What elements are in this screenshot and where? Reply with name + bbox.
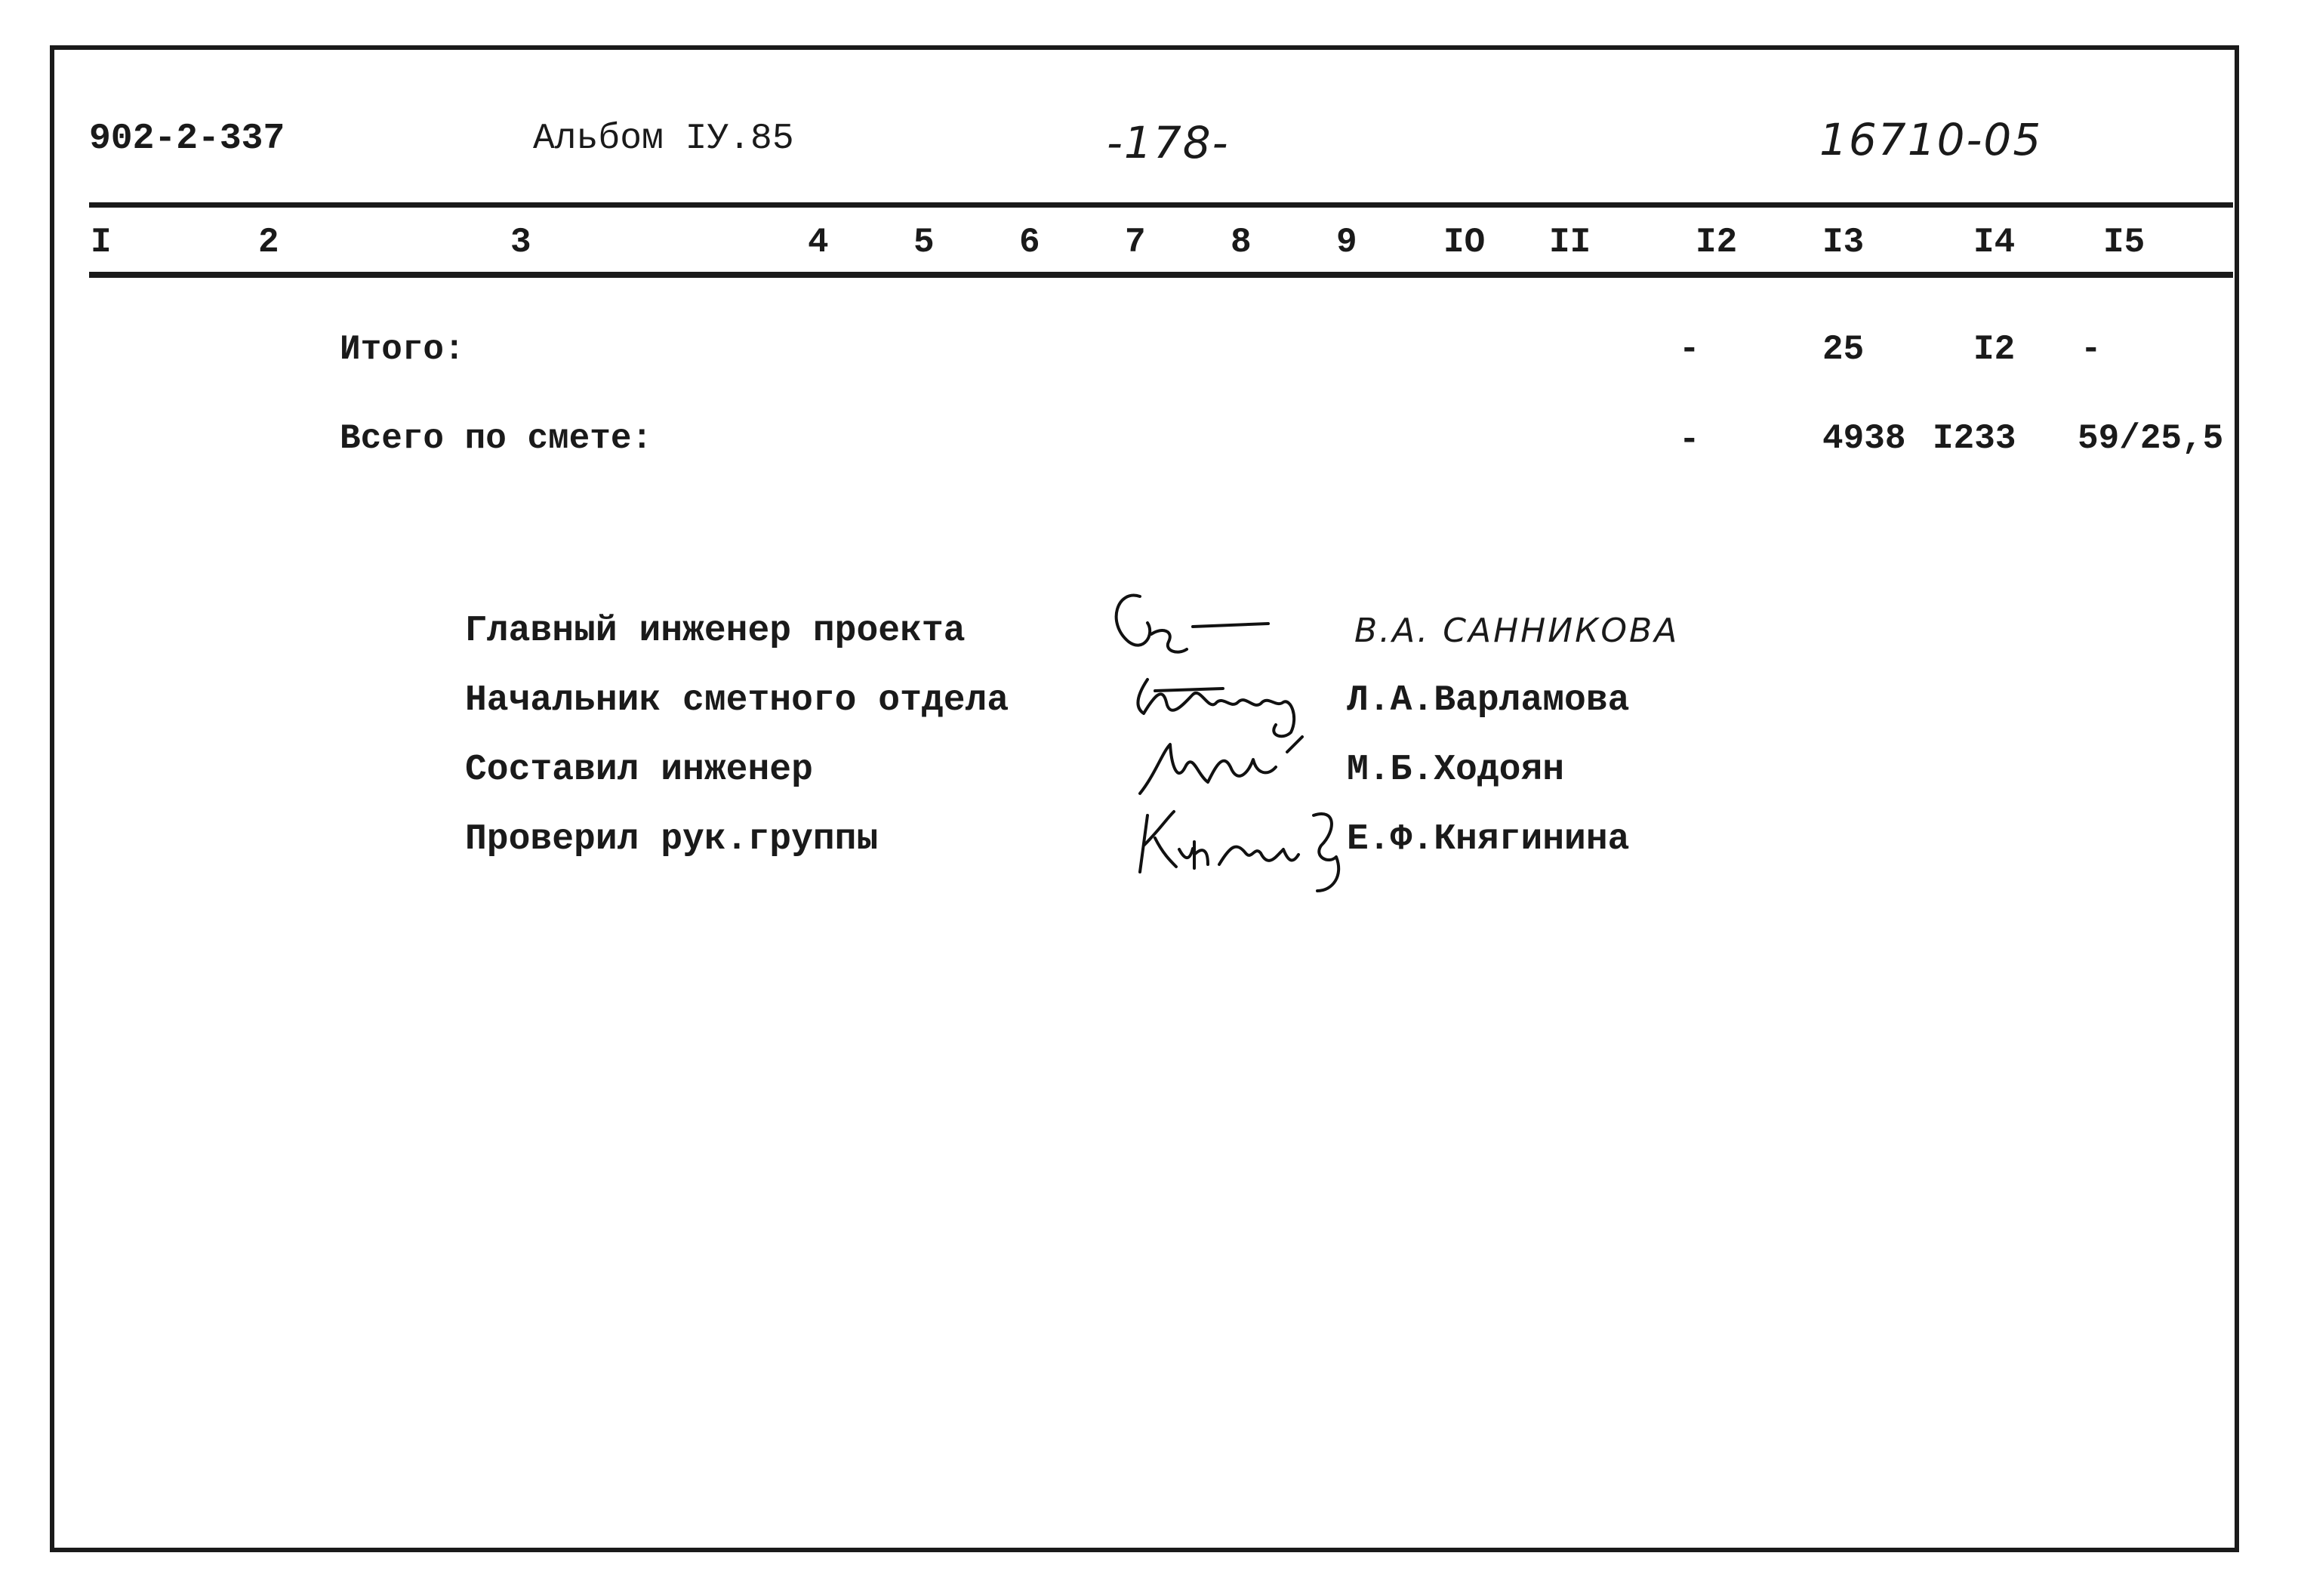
header-bottom-rule xyxy=(89,272,2233,278)
signature-4 xyxy=(1132,785,1351,898)
signatory-name: В.А. САННИКОВА xyxy=(1354,612,1680,650)
signatory-name: Е.Ф.Княгинина xyxy=(1347,819,1630,860)
column-number: 6 xyxy=(1019,223,1040,262)
inventory-number: 16710-05 xyxy=(1819,114,2043,165)
column-number: 4 xyxy=(808,223,829,262)
header-top-rule xyxy=(89,202,2233,208)
column-number: I3 xyxy=(1822,223,1865,262)
document-code: 902-2-337 xyxy=(89,119,285,159)
column-number: 5 xyxy=(913,223,935,262)
column-number: 9 xyxy=(1336,223,1357,262)
grand-total-col12: - xyxy=(1679,421,1700,460)
album-label: Альбом IУ.85 xyxy=(533,119,794,159)
grand-total-col14: I233 xyxy=(1933,419,2016,458)
signature-role: Составил инженер xyxy=(465,750,813,790)
grand-total-col15: 59/25,5 xyxy=(2078,419,2224,458)
column-number: I xyxy=(91,223,112,262)
totals-label: Итого: xyxy=(340,330,465,369)
column-number: IO xyxy=(1443,223,1486,262)
column-number: 7 xyxy=(1125,223,1146,262)
page-number: -178- xyxy=(1107,117,1230,168)
column-number: I5 xyxy=(2103,223,2145,262)
totals-col15: - xyxy=(2081,330,2102,369)
column-number: 2 xyxy=(258,223,279,262)
totals-col14: I2 xyxy=(1973,330,2016,369)
column-number: I4 xyxy=(1973,223,2016,262)
column-number: 3 xyxy=(510,223,531,262)
totals-col13: 25 xyxy=(1822,330,1865,369)
signature-role: Проверил рук.группы xyxy=(465,819,879,860)
signature-role: Главный инженер проекта xyxy=(465,611,966,652)
column-number: 8 xyxy=(1231,223,1252,262)
signatory-name: Л.А.Варламова xyxy=(1347,680,1630,721)
signatory-name: М.Б.Ходоян xyxy=(1347,750,1565,790)
totals-col12: - xyxy=(1679,330,1700,369)
column-number: I2 xyxy=(1696,223,1738,262)
grand-total-label: Всего по смете: xyxy=(340,419,653,458)
signature-role: Начальник сметного отдела xyxy=(465,680,1009,721)
column-number: II xyxy=(1549,223,1591,262)
grand-total-col13: 4938 xyxy=(1822,419,1906,458)
